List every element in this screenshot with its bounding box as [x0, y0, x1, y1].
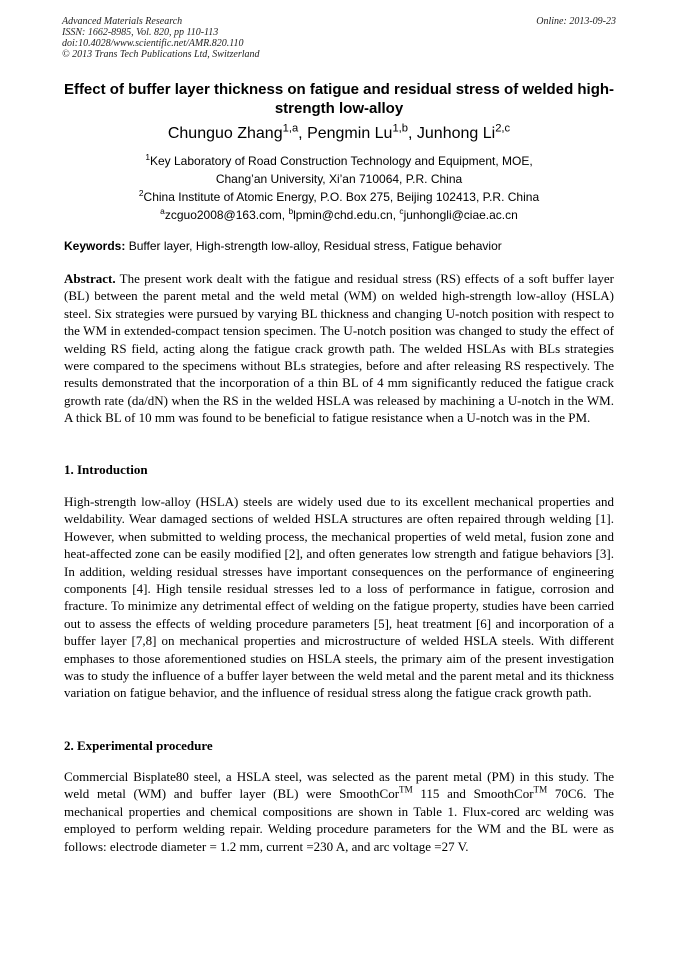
affiliation-2: $^2$China Institute of Atomic Energy, P.O. Box 275, Beijing 102413, P.R. China [138, 188, 540, 204]
keywords-label: Keywords: [64, 239, 126, 253]
affiliation-1: $^1$Key Laboratory of Road Construction Technology and Equipment, MOE, [145, 152, 533, 168]
author-emails: $^a$zcguo2008@163.com, $^b$lpmin@chd.edu.cn, $^c$junhongli@ciae.ac.cn [160, 206, 518, 222]
issn-line: ISSN: 1662-8985, Vol. 820, pp 110-113 [62, 27, 219, 38]
experimental-paragraph: Commercial Bisplate80 steel, a HSLA steel, was selected as the parent metal (PM) in this study. The weld metal (WM) and buffer layer (BL) were SmoothCor™ 115 and SmoothCor™ 70C6. The mechanical properties and chemical compositions are shown in Table 1. Flux-cored arc welding was employed to perform welding repair. Welding procedure parameters for the WM and the BL were as follows: electrode diameter = 1.2 mm, current =230 A, and arc voltage =27 V. [64, 769, 614, 854]
journal-header [62, 16, 616, 60]
abstract-label: Abstract. [64, 271, 116, 286]
section-heading-experimental: 2. Experimental procedure [64, 738, 213, 753]
journal-name: Advanced Materials Research [62, 16, 183, 27]
copyright-line: © 2013 Trans Tech Publications Ltd, Switzerland [62, 49, 260, 60]
author-list [60, 124, 618, 144]
online-date: Online: 2013-09-23 [536, 16, 616, 27]
affiliation-1-address: Chang’an University, Xi’an 710064, P.R. China [215, 172, 463, 186]
section-heading-introduction: 1. Introduction [64, 462, 148, 477]
introduction-paragraph: High-strength low-alloy (HSLA) steels are widely used due to its excellent mechanical properties and weldability. Wear damaged sections of welded HSLA structures are often repaired through welding [1]. However, when submitted to welding process, the mechanical properties of weld metal, fusion zone and heat-affected zone can be easily modified [2], and often generates low strength and fatigue behaviors [3]. In addition, welding residual stresses have important consequences on the performance of engineering components [4]. High tensile residual stresses led to a loss of performance in fatigue, corrosion and fracture. To minimize any detrimental effect of welding on the fatigue property, studies have been carried out to assess the effects of welding procedure parameters [5], heat treatment [6] and incorporation of a buffer layer [7,8] on mechanical properties and microstructure of welded HSLA steels. With different emphases to those aforementioned studies on HSLA steels, the primary aim of the present investigation was to study the influence of a buffer layer between the weld metal and the parent metal and its thickness variation on fatigue behavior, and the influence of residual stress along the fatigue crack growth path. [64, 494, 614, 701]
author: Pengmin Lu$^{1,b}$, [307, 122, 417, 142]
affiliations [60, 152, 618, 224]
paper-title: Effect of buffer layer thickness on fatigue and residual stress of welded high-strength low-alloy [63, 81, 615, 117]
abstract-text: The present work dealt with the fatigue and residual stress (RS) effects of a soft buffer layer (BL) between the parent metal and the weld metal (WM) on welded high-strength low-alloy (HSLA) steel. Six strategies were pursued by varying BL thickness and changing U-notch position with respect to the WM in extended-compact tension specimen. The U-notch position was changed to study the effect of welding RS field, acting along the fatigue crack growth path. The welded HSLAs with BLs strategies were compared to the specimens without BLs strategies, before and after releasing RS respectively. The results demonstrated that the incorporation of a thin BL of 4 mm significantly reduced the fatigue crack growth rate (da/dN) when the RS in the welded HSLA was released by machining a U-notch in the WM. A thick BL of 10 mm was found to be beneficial to fatigue resistance when a U-notch was in the PM. [64, 271, 614, 426]
email-link[interactable]: junhongli@ciae.ac.cn [403, 208, 518, 222]
keywords-text: Buffer layer, High-strength low-alloy, Residual stress, Fatigue behavior [128, 239, 502, 253]
abstract [64, 270, 614, 427]
doi-line: doi:10.4028/www.scientific.net/AMR.820.110 [62, 38, 244, 49]
email-link[interactable]: lpmin@chd.edu.cn [293, 208, 393, 222]
author: Chunguo Zhang$^{1,a}$, [167, 122, 308, 142]
author: Junhong Li$^{2,c}$ [416, 122, 511, 142]
email-link[interactable]: zcguo2008@163.com [164, 208, 282, 222]
keywords [64, 239, 614, 254]
